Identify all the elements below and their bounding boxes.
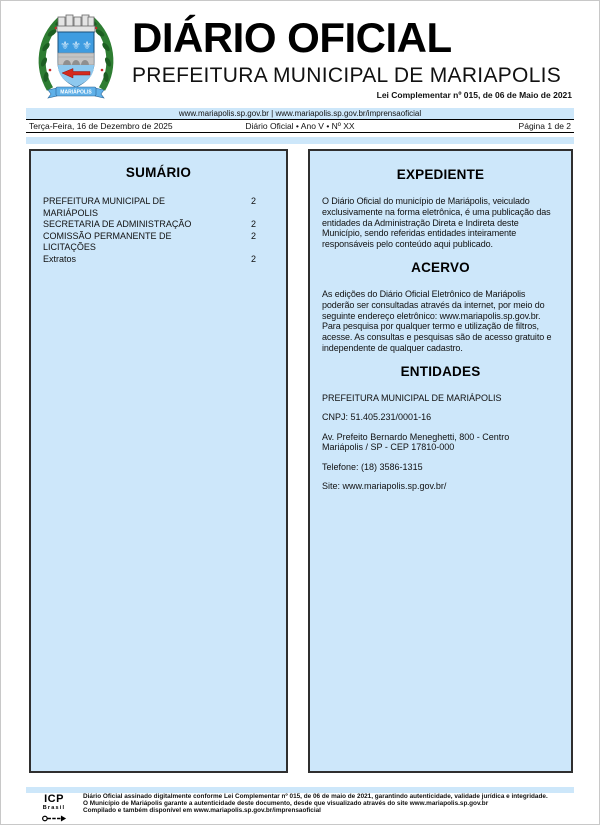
entity-address-line1: Av. Prefeito Bernardo Meneghetti, 800 - Centro <box>322 431 510 442</box>
entity-name: PREFEITURA MUNICIPAL DE MARIÁPOLIS <box>322 392 502 403</box>
entity-address-line2: Mariápolis / SP - CEP 17810-000 <box>322 442 455 453</box>
expediente-box <box>308 149 573 773</box>
signature-note-line: Compilado e também disponível em www.mariapolis.sp.gov.br/imprensaoficial <box>83 807 321 815</box>
toc-entry-label: SECRETARIA DE ADMINISTRAÇÃO <box>43 219 192 229</box>
toc-entry <box>43 196 256 219</box>
svg-text:⚜: ⚜ <box>71 39 81 52</box>
toc-entry-page: 2 <box>250 219 256 229</box>
toc-entry-page: 2 <box>250 253 256 264</box>
icp-logo-text: ICP <box>44 793 64 805</box>
acervo-title: ACERVO <box>411 259 470 275</box>
gazette-subtitle: PREFEITURA MUNICIPAL DE MARIAPOLIS <box>132 63 562 87</box>
masthead <box>132 14 574 88</box>
icp-brasil-logo-icon <box>37 793 71 825</box>
law-reference: Lei Complementar nº 015, de 06 de Maio de 2021 <box>376 90 572 100</box>
acervo-text: As edições do Diário Oficial Eletrônico de Mariápolis poderão ser consultadas através da internet, por meio do seguinte endereço eletrônico: www.mariapolis.sp.gov.br. Para pesquisa por qualquer termo e utilização de filtros, acesse. As consultas e pesquisas são de acesso gratuito e independente de qualquer cadastro. <box>322 288 552 353</box>
edition-number: Diário Oficial • Ano V • Nº XX <box>245 121 355 131</box>
signature-notes <box>83 793 574 815</box>
toc-entry-label: Extratos <box>43 253 77 264</box>
page-number: Página 1 de 2 <box>518 121 572 131</box>
entity-phone: Telefone: (18) 3586-1315 <box>322 461 423 472</box>
entidades-title: ENTIDADES <box>400 363 481 379</box>
toc-entry-label: COMISSÃO PERMANENTE DE LICITAÇÕES <box>43 230 172 252</box>
table-of-contents <box>43 196 274 265</box>
edition-info-row <box>26 120 574 133</box>
summary-box <box>29 149 288 773</box>
svg-text:⚜: ⚜ <box>82 39 92 52</box>
toc-entry-page: 2 <box>250 230 256 241</box>
website-bar: www.mariapolis.sp.gov.br | www.mariapolis.sp.gov.br/imprensaoficial <box>26 108 574 120</box>
toc-entry-page: 2 <box>250 196 256 206</box>
summary-title: SUMÁRIO <box>125 165 192 180</box>
divider-strip <box>26 137 574 144</box>
edition-date: Terça-Feira, 16 de Dezembro de 2025 <box>29 121 173 131</box>
toc-entry <box>43 231 256 254</box>
expediente-text: O Diário Oficial do município de Mariápolis, veiculado exclusivamente na forma eletrônica, é uma publicação das entidades da Administração Direta e Indireta deste Município, sendo referidas entidades inteiramente responsáveis pelo conteúdo aqui publicado. <box>322 196 551 250</box>
toc-entry <box>43 254 256 266</box>
icp-logo-subtext: Brasil <box>42 804 66 811</box>
toc-entry <box>43 219 256 231</box>
mariapolis-coat-of-arms-icon <box>34 7 118 109</box>
crest-ribbon-caption: MARIÁPOLIS <box>60 89 92 96</box>
content-columns <box>29 149 573 773</box>
expediente-title: EXPEDIENTE <box>396 167 485 182</box>
signature-note-line: Diário Oficial assinado digitalmente conforme Lei Complementar nº 015, de 06 de maio de 2021, garantindo autenticidade, validade jurídica e integridade. <box>83 793 548 800</box>
gazette-title: DIÁRIO OFICIAL <box>132 14 452 61</box>
entity-site: Site: www.mariapolis.sp.gov.br/ <box>322 481 447 492</box>
entity-cnpj: CNPJ: 51.405.231/0001-16 <box>322 412 432 423</box>
svg-text:⚜: ⚜ <box>60 39 70 52</box>
signature-note-line: O Município de Mariápolis garante a autenticidade deste documento, desde que visualizado através do site www.mariapolis.sp.gov.br <box>83 800 489 808</box>
toc-entry-label: PREFEITURA MUNICIPAL DE MARIÁPOLIS <box>43 196 166 218</box>
key-icon <box>41 814 67 823</box>
signature-footer <box>37 793 574 825</box>
